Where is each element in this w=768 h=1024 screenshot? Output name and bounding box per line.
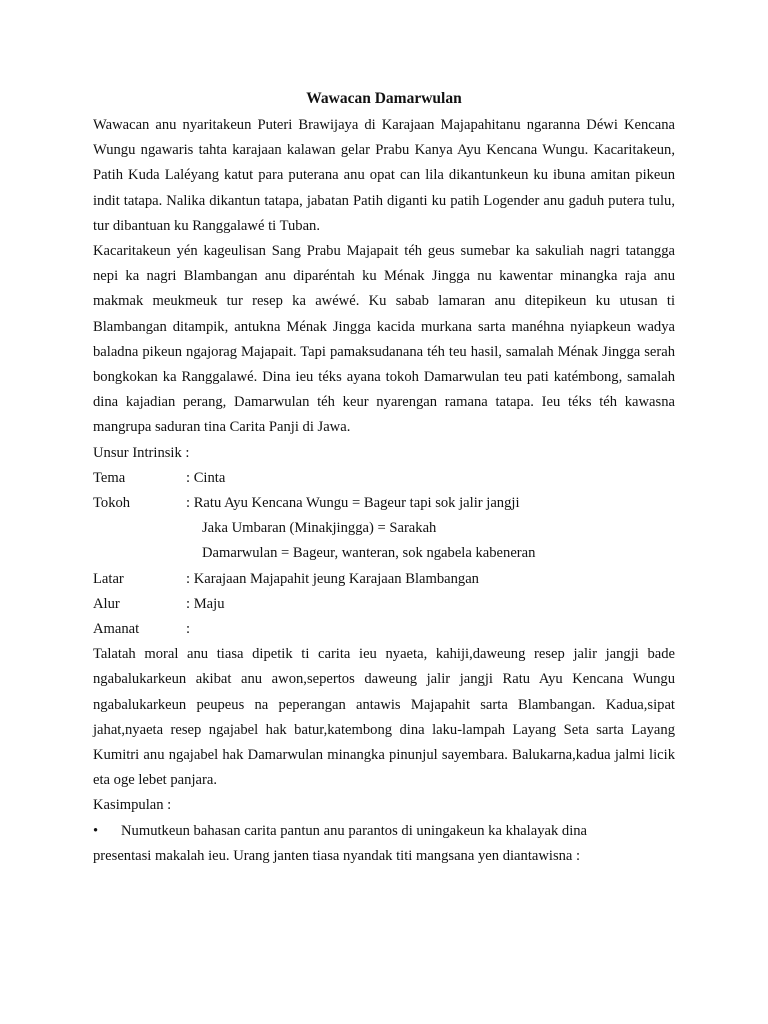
bullet-item: [93, 819, 675, 844]
alur-row: [93, 592, 675, 617]
document-title: Wawacan Damarwulan: [306, 90, 462, 107]
tokoh-row: [93, 491, 675, 516]
latar-label: Latar: [93, 570, 124, 587]
bullet-text-continuation: presentasi makalah ieu. Urang janten tiasa nyandak titi mangsana yen diantawisna :: [93, 847, 581, 864]
tokoh-value-1: : Ratu Ayu Kencana Wungu = Bageur tapi sok jalir jangji: [186, 495, 520, 512]
paragraph-amanat: Talatah moral anu tiasa dipetik ti carita ieu nyaeta, kahiji,daweung resep jalir jangji bade ngabalukarkeun akibat anu awon,sepertos daweung jalir jangji Ratu Ayu Kencana Wungu ngabalukarkeun peupeus na peperangan antawis Majapahit sarta Blambangan. Kadua,sipat jahat,nyaeta resep ngajabel hak batur,katembong dina laku-lampah Layang Seta sarta Layang Kumitri anu ngajabel hak Damarwulan minangka pinunjul sayembara. Balukarna,kadua jalmi licik eta oge lebet panjara.: [93, 646, 675, 789]
amanat-row: [93, 617, 675, 642]
alur-label: Alur: [93, 595, 120, 612]
amanat-label: Amanat: [93, 621, 140, 638]
latar-row: [93, 567, 675, 592]
unsur-heading: Unsur Intrinsik :: [93, 444, 190, 461]
paragraph-intro: Wawacan anu nyaritakeun Puteri Brawijaya di Karajaan Majapahitanu ngaranna Déwi Kencana Wungu ngawaris tahta karajaan kalawan gelar Prabu Kanya Ayu Kencana Wungu. Kacaritakeun, Patih Kuda Laléyang katut para puterana anu opat can lila dikantunkeun ku ibuna amitan pikeun indit tatapa. Nalika dikantun tatapa, jabatan Patih diganti ku patih Logender anu gaduh putera tulu, tur dibantuan ku Ranggalawé ti Tuban.: [93, 117, 675, 234]
tema-value: : Cinta: [186, 469, 226, 486]
document-page: [93, 86, 675, 869]
alur-value: : Maju: [186, 595, 225, 612]
tema-label: Tema: [93, 469, 126, 486]
latar-value: : Karajaan Majapahit jeung Karajaan Blambangan: [186, 570, 479, 587]
paragraph-story: Kacaritakeun yén kageulisan Sang Prabu Majapait téh geus sumebar ka sakuliah nagri tatangga nepi ka nagri Blambangan anu diparéntah ku Ménak Jingga nu kawentar minangka raja anu makmak meukmeuk tur resep ka awéwé. Ku sabab lamaran anu ditepikeun ku utusan ti Blambangan ditampik, antukna Ménak Jingga kacida murkana sarta manéhna nyiapkeun wadya baladna pikeun ngajorag Majapait. Tapi pamaksudanana téh teu hasil, samalah Ménak Jingga serah bongkokan ka Ranggalawé. Dina ieu téks ayana tokoh Damarwulan teu pati katémbong, samalah dina kajadian perang, Damarwulan téh keur nyarengan ramana tatapa. Ieu téks téh kawasna mangrupa saduran tina Carita Panji di Jawa.: [93, 243, 675, 436]
tokoh-label: Tokoh: [93, 495, 131, 512]
amanat-value: :: [186, 621, 191, 638]
tokoh-value-2: Jaka Umbaran (Minakjingga) = Sarakah: [202, 520, 437, 537]
bullet-text-first-line: Numutkeun bahasan carita pantun anu parantos di uningakeun ka khalayak dina: [121, 822, 588, 839]
kasimpulan-heading: Kasimpulan :: [93, 797, 172, 814]
bullet-icon: •: [93, 822, 99, 839]
tema-row: [93, 466, 675, 491]
tokoh-value-3: Damarwulan = Bageur, wanteran, sok ngabela kabeneran: [202, 545, 536, 562]
